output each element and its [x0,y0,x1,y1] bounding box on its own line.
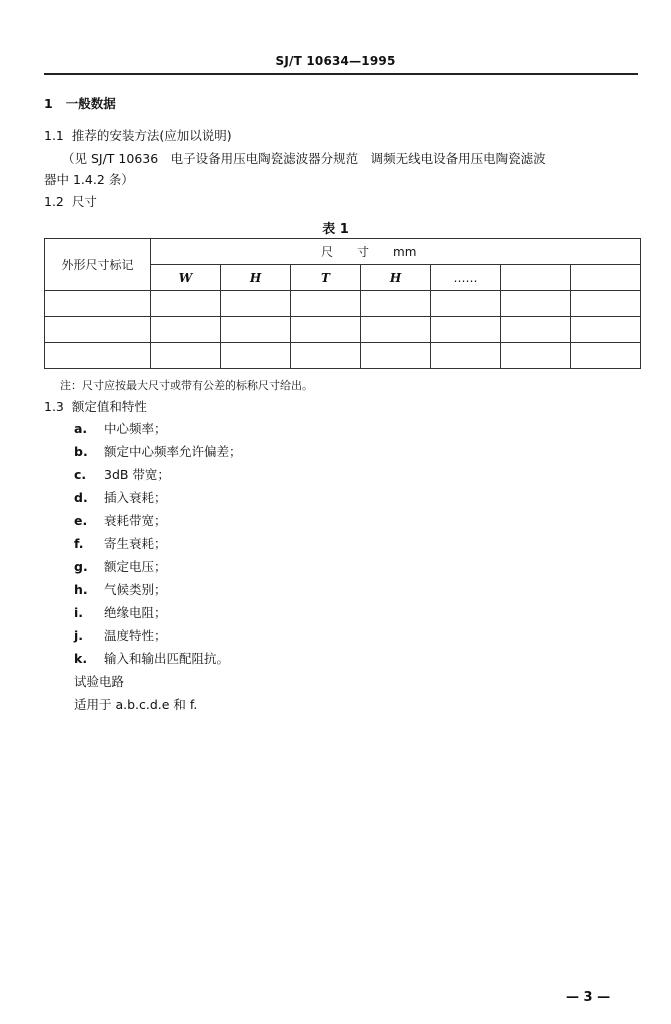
table-cell [501,291,571,317]
table-cell [361,343,431,369]
table-cell [45,343,151,369]
section-1-1-title: 推荐的安装方法(应加以说明) [71,128,232,143]
section-1-number: 1 [44,96,53,111]
list-text: 气候类别； [104,582,167,597]
list-item [74,490,167,506]
table-cell [45,317,151,343]
table-row [45,343,641,369]
list-marker: j. [74,628,84,643]
table-cell [571,291,641,317]
section-1-title: 一般数据 [65,96,116,111]
list-marker: b. [74,444,88,459]
list-text: 温度特性； [104,628,167,643]
table-cell [221,291,291,317]
section-1-2-number: 1.2 [44,194,64,209]
list-text: 输入和输出匹配阻抗。 [104,651,230,666]
table-cell [361,317,431,343]
table-row [45,291,641,317]
column-blank [501,265,571,291]
table-cell [45,291,151,317]
header-rule [44,73,638,75]
list-item [74,651,229,667]
column-w: W [151,265,221,291]
column-h-2: H [361,265,431,291]
column-t: T [291,265,361,291]
list-marker: k. [74,651,88,666]
list-item [74,628,167,644]
table-note: 注：尺寸应按最大尺寸或带有公差的标称尺寸给出。 [60,379,313,392]
list-text: 插入衰耗； [104,490,167,505]
list-text: 衰耗带宽； [104,513,167,528]
list-item [74,605,167,621]
section-1-2-title: 尺寸 [71,194,97,209]
section-1-1-heading [44,128,232,144]
table-cell [431,291,501,317]
list-text: 中心频率； [104,421,167,436]
list-marker: e. [74,513,88,528]
section-1-heading [44,96,116,112]
table-group-header: 尺 寸 mm [151,239,641,265]
list-item [74,444,242,460]
document-code: SJ/T 10634—1995 [275,54,396,68]
table-cell [151,291,221,317]
section-1-3-heading [44,399,147,415]
table-cell [221,343,291,369]
list-marker: f. [74,536,84,551]
table-cell [151,343,221,369]
list-item [74,582,167,598]
table-header-row [45,239,641,265]
dimensions-table [44,238,641,369]
list-marker: d. [74,490,88,505]
applies-to-text: 适用于 a.b.c.d.e 和 f. [74,697,198,712]
table-cell [431,343,501,369]
table-cell [291,291,361,317]
table-cell [291,343,361,369]
table-cell [501,317,571,343]
table-cell [501,343,571,369]
table-cell [221,317,291,343]
column-ellipsis: …… [431,265,501,291]
table-row-header: 外形尺寸标记 [45,239,151,291]
list-item [74,513,167,529]
page-number: — 3 — [566,990,611,1005]
list-marker: g. [74,559,88,574]
list-text: 额定电压； [104,559,167,574]
list-text: 3dB 带宽； [104,467,170,482]
section-1-1-body-line1: （见 SJ/T 10636 电子设备用压电陶瓷滤波器分规范 调频无线电设备用压电陶瓷滤波 [62,151,546,166]
list-item [74,559,167,575]
list-item [74,467,170,483]
list-item [74,421,167,437]
section-1-2-heading [44,194,97,210]
list-text: 绝缘电阻； [104,605,167,620]
section-1-3-title: 额定值和特性 [71,399,147,414]
list-marker: i. [74,605,84,620]
table-cell [151,317,221,343]
table-cell [571,343,641,369]
table-cell [431,317,501,343]
list-marker: a. [74,421,88,436]
column-h: H [221,265,291,291]
section-1-1-body-line2: 器中 1.4.2 条） [44,172,134,187]
list-item [74,536,167,552]
table-cell [291,317,361,343]
table-row [45,317,641,343]
table-cell [361,291,431,317]
list-text: 额定中心频率允许偏差； [104,444,242,459]
test-circuit-label: 试验电路 [74,674,125,689]
table-cell [571,317,641,343]
list-marker: c. [74,467,87,482]
section-1-1-number: 1.1 [44,128,64,143]
list-text: 寄生衰耗； [104,536,167,551]
list-marker: h. [74,582,88,597]
section-1-3-number: 1.3 [44,399,64,414]
table-caption: 表 1 [322,222,349,237]
column-blank-2 [571,265,641,291]
